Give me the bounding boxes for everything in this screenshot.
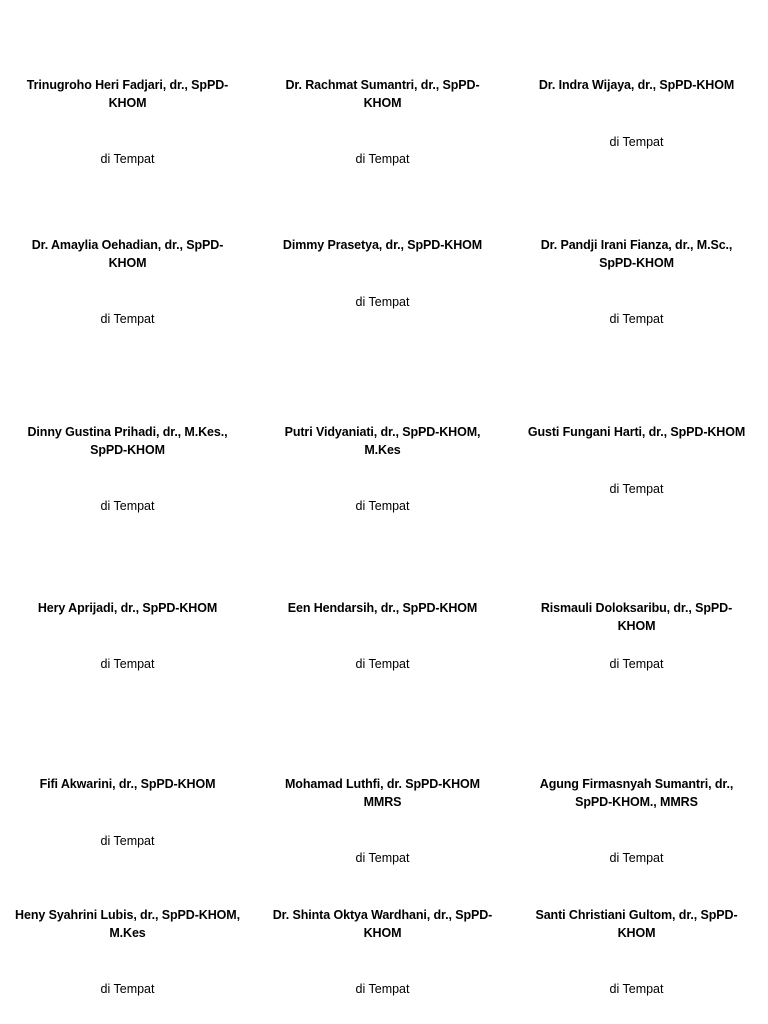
recipient-name: Dr. Pandji Irani Fianza, dr., M.Sc., SpPD-KHOM: [540, 238, 733, 270]
recipient-place: di Tempat: [609, 135, 664, 149]
recipient-place: di Tempat: [355, 851, 410, 865]
recipient-place: di Tempat: [355, 295, 410, 309]
recipient-name: Dr. Shinta Oktya Wardhani, dr., SpPD-KHOM: [272, 908, 493, 940]
recipient-place: di Tempat: [609, 482, 664, 496]
recipient-place: di Tempat: [100, 982, 155, 996]
recipient-place: di Tempat: [100, 152, 155, 166]
recipient-name: Heny Syahrini Lubis, dr., SpPD-KHOM, M.Kes: [15, 908, 240, 940]
recipient-place: di Tempat: [355, 982, 410, 996]
recipient-place: di Tempat: [100, 657, 155, 671]
recipient-name: Dr. Amaylia Oehadian, dr., SpPD-KHOM: [31, 238, 224, 270]
recipient-name: Dr. Indra Wijaya, dr., SpPD-KHOM: [538, 78, 735, 92]
recipient-name: Trinugroho Heri Fadjari, dr., SpPD-KHOM: [26, 78, 229, 110]
recipient-name: Hery Aprijadi, dr., SpPD-KHOM: [37, 601, 218, 615]
recipient-name: Rismauli Doloksaribu, dr., SpPD-KHOM: [540, 601, 733, 633]
recipient-name: Dimmy Prasetya, dr., SpPD-KHOM: [282, 238, 483, 252]
recipient-place: di Tempat: [609, 657, 664, 671]
recipient-place: di Tempat: [355, 152, 410, 166]
recipient-name: Dr. Rachmat Sumantri, dr., SpPD-KHOM: [285, 78, 480, 110]
recipient-place: di Tempat: [609, 851, 664, 865]
recipient-place: di Tempat: [609, 312, 664, 326]
recipient-place: di Tempat: [100, 834, 155, 848]
recipient-name: Dinny Gustina Prihadi, dr., M.Kes., SpPD-KHOM: [27, 425, 228, 457]
recipient-name: Mohamad Luthfi, dr. SpPD-KHOM MMRS: [284, 777, 480, 809]
recipient-name: Putri Vidyaniati, dr., SpPD-KHOM, M.Kes: [284, 425, 481, 457]
recipient-name: Fifi Akwarini, dr., SpPD-KHOM: [39, 777, 216, 791]
recipient-place: di Tempat: [100, 499, 155, 513]
recipient-name: Agung Firmasnyah Sumantri, dr., SpPD-KHOM., MMRS: [539, 777, 734, 809]
recipient-place: di Tempat: [355, 657, 410, 671]
recipient-place: di Tempat: [355, 499, 410, 513]
recipient-name: Gusti Fungani Harti, dr., SpPD-KHOM: [527, 425, 746, 439]
recipient-name: Santi Christiani Gultom, dr., SpPD-KHOM: [535, 908, 738, 940]
recipient-place: di Tempat: [100, 312, 155, 326]
recipient-name: Een Hendarsih, dr., SpPD-KHOM: [287, 601, 478, 615]
recipient-place: di Tempat: [609, 982, 664, 996]
